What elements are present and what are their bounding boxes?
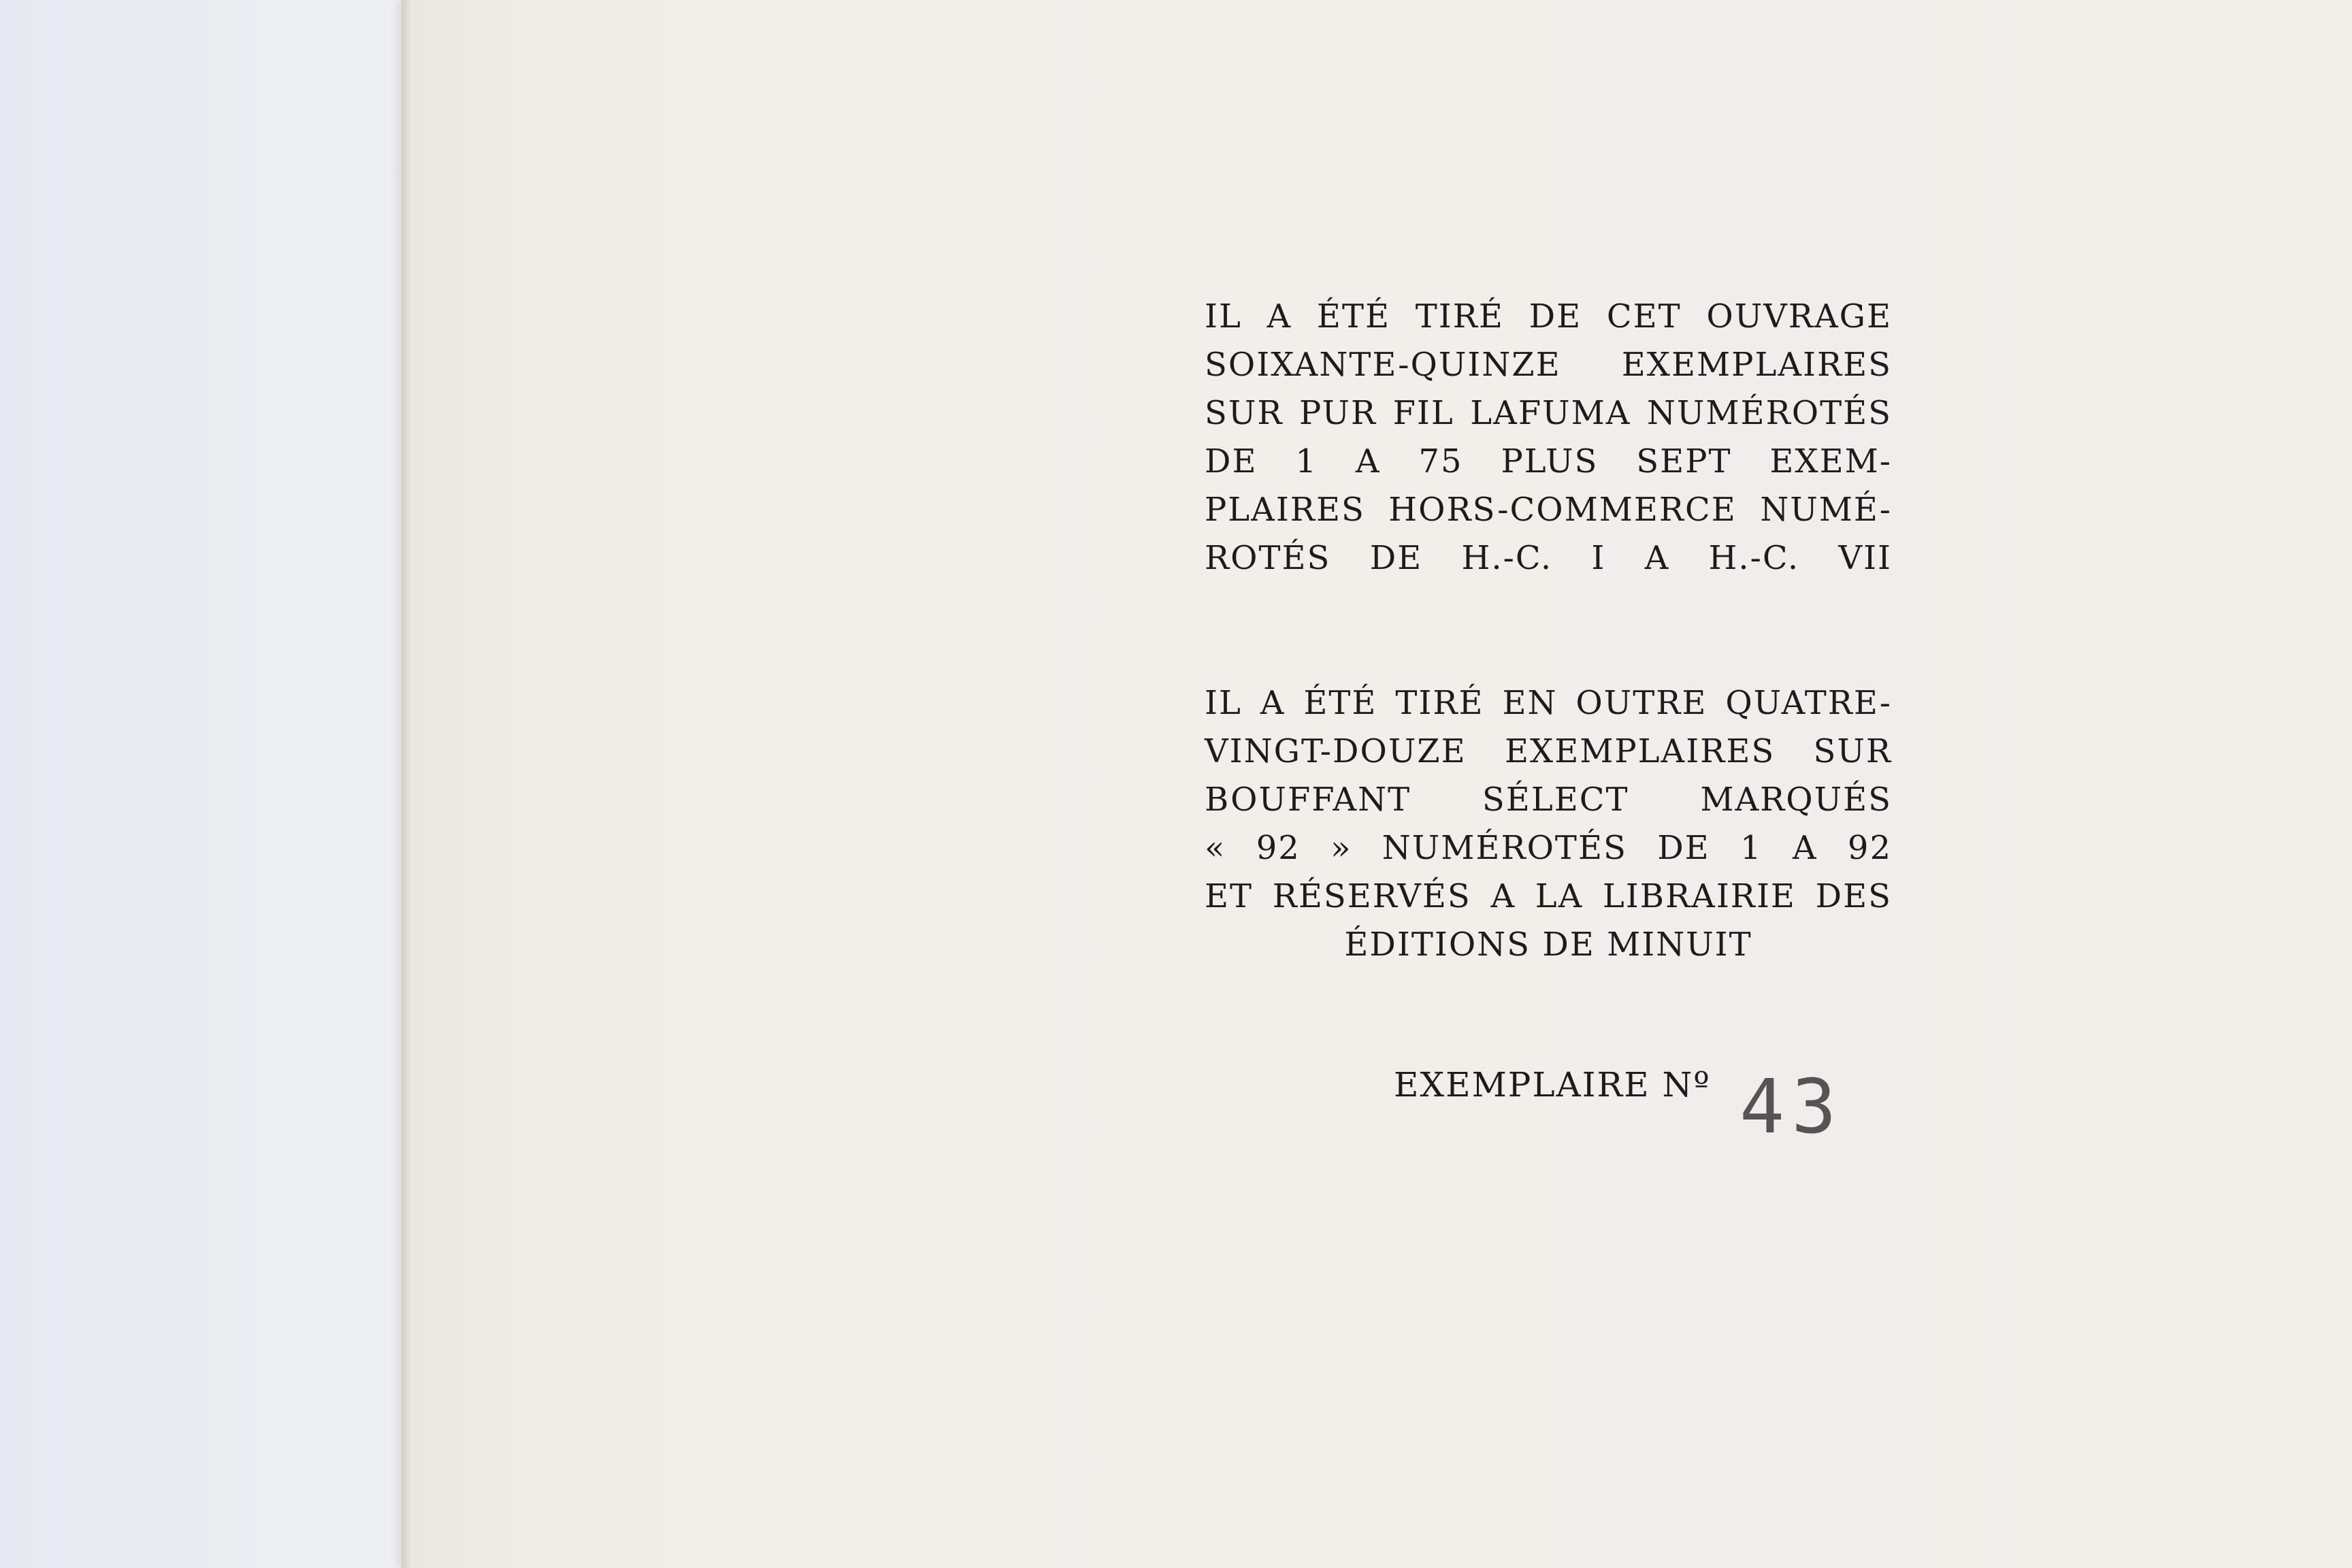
background-surface xyxy=(0,0,408,1568)
copy-number-label: EXEMPLAIRE Nº xyxy=(1394,1065,1711,1105)
notice-line: IL A ÉTÉ TIRÉ DE CET OUVRAGE xyxy=(1205,297,1892,336)
copy-number-stamp: 43 xyxy=(1740,1063,1844,1150)
limitation-notice xyxy=(1205,293,1892,969)
notice-paragraph-1 xyxy=(1205,293,1892,583)
notice-line: SOIXANTE-QUINZE EXEMPLAIRES xyxy=(1205,346,1892,384)
notice-line: VINGT-DOUZE EXEMPLAIRES SUR xyxy=(1205,732,1892,770)
notice-line: ET RÉSERVÉS A LA LIBRAIRIE DES xyxy=(1205,877,1892,915)
notice-line: BOUFFANT SÉLECT MARQUÉS xyxy=(1205,781,1892,819)
notice-line: SUR PUR FIL LAFUMA NUMÉROTÉS xyxy=(1205,394,1892,432)
notice-line: ROTÉS DE H.-C. I A H.-C. VII xyxy=(1205,539,1892,577)
notice-line: DE 1 A 75 PLUS SEPT EXEM- xyxy=(1205,442,1892,480)
bleed-through-text xyxy=(1313,82,1330,136)
notice-line: PLAIRES HORS-COMMERCE NUMÉ- xyxy=(1205,491,1892,529)
page-edge-shadow xyxy=(402,0,411,1568)
notice-paragraph-2 xyxy=(1205,679,1892,969)
bleed-through-text xyxy=(817,599,851,755)
notice-line: « 92 » NUMÉROTÉS DE 1 A 92 xyxy=(1205,829,1892,867)
notice-line: IL A ÉTÉ TIRÉ EN OUTRE QUATRE- xyxy=(1205,684,1892,722)
notice-line: ÉDITIONS DE MINUIT xyxy=(1344,926,1752,964)
